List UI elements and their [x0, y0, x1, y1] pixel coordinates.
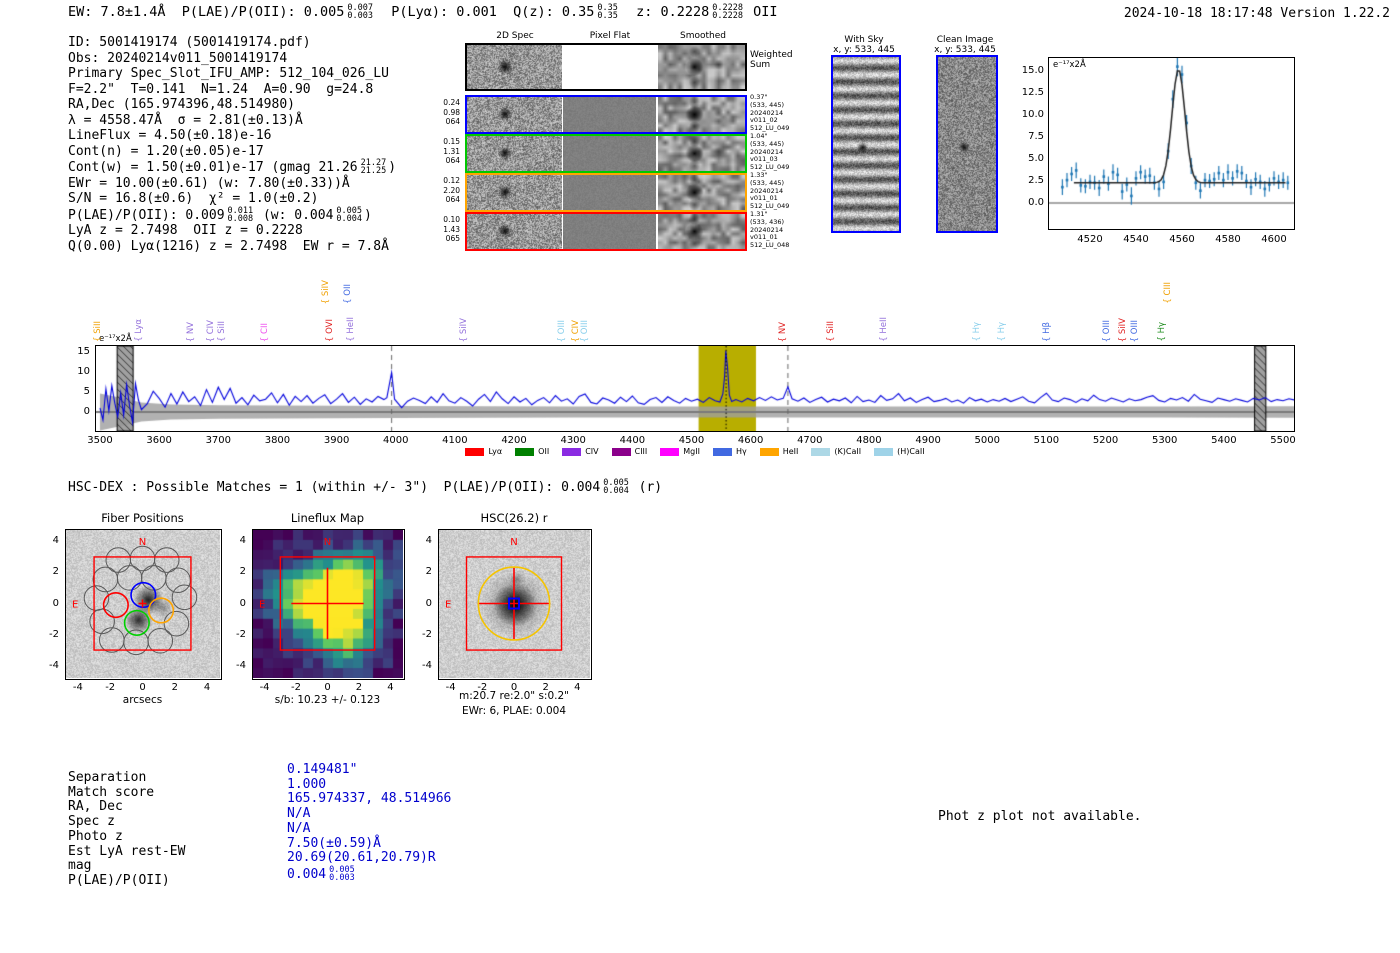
cutout-col-title-smoothed: Smoothed: [680, 31, 726, 41]
panel-xtick: 4: [203, 682, 211, 693]
info-line: [68, 144, 396, 160]
panel-ytick: -4: [422, 659, 432, 671]
legend-label: (K)CaII: [834, 447, 862, 456]
match-row-label: RA, Dec: [68, 799, 123, 815]
cutout-row: [465, 173, 747, 212]
spectrum-xtick: 3900: [323, 435, 350, 446]
emission-line-label: { OVI: [324, 319, 335, 342]
fit-plot-ytick: 12.5: [1021, 87, 1044, 98]
fit-plot-xtick: 4540: [1123, 234, 1149, 245]
legend-swatch: [562, 448, 581, 456]
spectrum-xtick: 3800: [264, 435, 291, 446]
sky-canvas: [833, 57, 899, 231]
panel-ytick: 2: [425, 566, 432, 578]
legend-item: [760, 447, 799, 456]
match-row-label: P(LAE)/P(OII): [68, 872, 170, 888]
spectrum-ytick: 5: [83, 386, 90, 397]
cutout-row: [465, 95, 747, 134]
spectrum-xtick: 4700: [797, 435, 823, 446]
text-segment: Cont(w) = 1.50(±0.01)e-17 (gmag 21.26: [68, 160, 358, 175]
spectrum-xtick: 3700: [205, 435, 232, 446]
panel-caption-ew: EWr: 6, PLAE: 0.004: [461, 705, 567, 717]
text-segment: EWr = 10.00(±0.61) (w: 7.80(±0.33))Å: [68, 175, 350, 191]
text-segment: P(Lyα): 0.001 Q(z): 0.35: [374, 4, 595, 20]
fit-plot-ytick: 15.0: [1021, 65, 1044, 76]
legend-swatch: [660, 448, 679, 456]
text-segment: 7.50(±0.59)Å: [287, 835, 381, 851]
panel-xtick: 4: [574, 682, 581, 693]
svg-text:N: N: [510, 537, 518, 548]
legend-swatch: [515, 448, 534, 456]
spectrum-xtick: 4600: [737, 435, 764, 446]
panel-xtick: -4: [72, 682, 83, 693]
panel-overlay-fiber: [65, 529, 220, 678]
text-segment: z: 0.2228: [619, 4, 710, 20]
cutout-smoothed-image: [658, 214, 745, 249]
summary-header: [68, 4, 778, 20]
fit-plot-xtick: 4580: [1215, 234, 1241, 245]
emission-line-label: { HeII: [345, 317, 356, 342]
spectrum-xtick: 3600: [146, 435, 172, 446]
value-range-stack: 0.011 0.008: [227, 205, 254, 224]
text-segment: Obs: 20240214v011_5001419174: [68, 50, 288, 66]
panel-caption-photometry: m:20.7 re:2.0" s:0.2": [459, 690, 569, 702]
sky-panel-title: With Sky: [844, 35, 884, 45]
panel-caption: s/b: 10.23 +/- 0.123: [274, 694, 381, 706]
info-line: [68, 176, 396, 192]
emission-line-label: { SiII: [217, 321, 228, 342]
cutout-pixelflat-image: [563, 97, 656, 132]
cutout-row-right-labels: 1.31" (533, 436) 20240214 v011_01 512_LU_048: [750, 210, 790, 250]
weighted-sum-row: [465, 43, 747, 91]
spectrum-xtick: 4000: [383, 435, 409, 446]
legend-item: [874, 447, 924, 456]
text-segment: EW: 7.8±1.4Å P(LAE)/P(OII): 0.005: [68, 4, 345, 20]
svg-text:E: E: [259, 599, 266, 611]
info-line: [68, 159, 396, 176]
match-row-value: [287, 778, 326, 793]
cutout-row-left-labels: 0.15 1.31 064: [443, 137, 460, 165]
legend-label: Lyα: [488, 447, 503, 456]
timestamp: 2024-10-18 18:17:48 Version 1.22.2: [1123, 6, 1390, 21]
emission-line-label: { Hβ: [1042, 322, 1053, 342]
legend-swatch: [874, 448, 893, 456]
text-segment: Primary Spec_Slot_IFU_AMP: 512_104_026_LU: [68, 66, 389, 81]
emission-line-label: { NV: [777, 321, 788, 342]
cutout-smoothed-image: [658, 175, 745, 210]
panel-xtick: 4: [387, 682, 394, 693]
text-segment: (r): [630, 480, 663, 495]
legend-label: (H)CaII: [897, 447, 925, 456]
info-line: [68, 223, 396, 239]
legend-label: HeII: [782, 447, 799, 456]
match-row-label: Est LyA rest-EW: [68, 843, 186, 859]
panel-ytick: 2: [52, 566, 59, 578]
info-line: [68, 97, 396, 113]
svg-text:E: E: [445, 599, 452, 611]
text-segment: 20.69(20.61,20.79)R: [287, 850, 436, 866]
text-segment: 0.149481": [287, 762, 358, 777]
cutout-smoothed-image: [658, 97, 745, 132]
panel-overlay-hsc: [438, 529, 590, 678]
cutout-2dspec-image: [467, 97, 562, 132]
cutout-row-left-labels: 0.24 0.98 064: [443, 98, 460, 126]
spectrum-unit-label: e⁻¹⁷x2Å: [99, 334, 132, 344]
emission-line-label: { SiIV: [458, 317, 469, 342]
legend-item: [465, 447, 502, 456]
with-sky-image: [831, 55, 901, 233]
legend-swatch: [465, 448, 484, 456]
panel-xtick: -4: [445, 682, 456, 693]
panel-ytick: 4: [425, 535, 432, 547]
panel-ytick: 2: [239, 566, 246, 578]
match-row-label: Separation: [68, 770, 147, 785]
emission-line-label: { SiIV: [1118, 317, 1129, 342]
spectrum-xtick: 5500: [1270, 435, 1296, 446]
panel-ytick: 4: [52, 535, 59, 547]
panel-xtick: 0: [324, 682, 331, 693]
text-segment: P(LAE)/P(OII): 0.009: [68, 207, 225, 223]
cutout-col-title-2dspec: 2D Spec: [496, 31, 534, 41]
cutout-pixelflat-image: [563, 214, 656, 249]
emission-line-label: { CII: [260, 322, 271, 342]
spectrum-xtick: 4400: [619, 435, 646, 446]
text-segment: N/A: [287, 806, 311, 822]
spectrum-xtick: 5200: [1092, 435, 1119, 446]
emission-line-label: { NV: [185, 321, 196, 342]
panel-ytick: 0: [52, 597, 59, 609]
cutout-smoothed-image: [658, 136, 745, 171]
cutout-row-left-labels: 0.10 1.43 065: [443, 215, 460, 243]
match-row-label: Photo z: [68, 828, 123, 844]
value-range-stack: 21.27 21.25: [360, 158, 387, 176]
spectrum-xtick: 5100: [1033, 435, 1060, 446]
panel-title-fiber: Fiber Positions: [101, 511, 184, 525]
legend-label: CIV: [585, 447, 599, 456]
emission-line-label: { Hγ: [971, 322, 982, 342]
panel-ytick: -2: [49, 628, 59, 640]
info-line: [68, 207, 396, 224]
photz-notice: Phot z plot not available.: [938, 809, 1142, 824]
panel-xtick: 0: [510, 682, 518, 693]
spectrum-ytick: 0: [83, 406, 90, 417]
fit-plot-xtick: 4520: [1077, 234, 1103, 245]
cutout-row: [465, 134, 747, 173]
cutout-2dspec-image: [467, 175, 562, 210]
text-segment: ): [364, 207, 372, 223]
match-row-value: [287, 807, 310, 822]
legend-swatch: [760, 448, 779, 456]
panel-ytick: 0: [239, 597, 246, 609]
text-segment: (w: 0.004: [255, 207, 334, 223]
value-range-stack: 0.35 0.35: [597, 3, 618, 21]
legend-label: MgII: [683, 447, 700, 456]
emission-line-label: { Hγ: [996, 322, 1007, 342]
info-line: [68, 239, 396, 255]
emission-line-legend: [95, 447, 1295, 456]
text-segment: RA,Dec (165.974396,48.514980): [68, 97, 295, 112]
panel-xtick: 2: [542, 682, 549, 693]
panel-ytick: -4: [236, 659, 246, 671]
emission-line-label: { OIII: [580, 319, 591, 342]
legend-swatch: [612, 448, 631, 456]
spectrum-canvas: [96, 346, 1294, 431]
spectrum-xtick: 4100: [442, 435, 468, 446]
panel-ytick: -2: [422, 628, 432, 640]
fit-plot-ytick: 5.0: [1028, 153, 1044, 164]
emission-line-label: { Hγ: [1156, 322, 1167, 342]
text-segment: N/A: [287, 820, 311, 836]
legend-item: [713, 447, 747, 456]
weighted-2dspec-image: [467, 45, 562, 89]
detection-info-block: [68, 35, 396, 254]
emission-line-label: { SiIV: [321, 279, 332, 304]
cutout-row-right-labels: 0.37" (533, 445) 20240214 v011_02 512_LU_049: [750, 93, 790, 133]
panel-title-lineflux: Lineflux Map: [290, 511, 365, 525]
emission-line-label: { OIII: [1101, 319, 1112, 342]
fit-plot-xtick: 4560: [1169, 234, 1195, 245]
spectrum-xtick: 3500: [87, 435, 113, 446]
spectrum-xtick: 4300: [560, 435, 586, 446]
cutout-row: [465, 212, 747, 251]
panel-xtick: 2: [355, 682, 363, 693]
match-row-value: [287, 763, 357, 778]
emission-line-label: { SiII: [826, 321, 837, 342]
legend-item: [811, 447, 861, 456]
match-row-value: [287, 851, 436, 866]
text-segment: 1.000: [287, 776, 327, 792]
spectrum-xtick: 4800: [856, 435, 882, 446]
text-segment: 0.004: [287, 866, 327, 882]
panel-xtick: 0: [139, 682, 146, 693]
emission-line-label: { CIV: [570, 319, 581, 342]
legend-swatch: [713, 448, 732, 456]
legend-label: CIII: [634, 447, 648, 456]
weighted-sum-label: Weighted Sum: [750, 50, 793, 70]
panel-xtick: -2: [105, 682, 116, 693]
cutout-pixelflat-image: [563, 175, 656, 210]
svg-text:E: E: [72, 599, 79, 611]
emission-line-label: { CIII: [1162, 282, 1173, 304]
hsc-dex-summary: [68, 479, 662, 495]
panel-xtick: 2: [171, 682, 178, 693]
cutout-2dspec-image: [467, 214, 562, 249]
text-segment: HSC-DEX : Possible Matches = 1 (within +/- 3") P(LAE)/P(OII): 0.004: [68, 480, 601, 495]
panel-ytick: 4: [239, 535, 246, 547]
text-segment: 165.974337, 48.514966: [287, 791, 452, 807]
panel-overlay-lineflux: [252, 529, 403, 678]
info-line: [68, 51, 396, 67]
fit-plot-canvas: [1049, 58, 1294, 229]
value-range-stack: 0.005 0.003: [329, 864, 355, 883]
fit-plot-ytick: 7.5: [1028, 131, 1044, 142]
panel-title-hsc: HSC(26.2) r: [480, 511, 548, 525]
legend-swatch: [811, 448, 830, 456]
info-line: [68, 113, 396, 129]
cutout-pixelflat-image: [563, 136, 656, 171]
info-line: [68, 191, 396, 207]
clean-image: [936, 55, 998, 233]
text-segment: ID: 5001419174 (5001419174.pdf): [68, 35, 311, 50]
sky-panel-coords: x, y: 533, 445: [934, 45, 996, 55]
legend-item: [612, 447, 648, 456]
spectrum-xtick: 4900: [915, 435, 941, 446]
info-line: [68, 66, 396, 82]
sky-panel-coords: x, y: 533, 445: [833, 45, 895, 55]
text-segment: F=2.2" T=0.141 N=1.24 A=0.90 g=24.8: [68, 81, 374, 97]
emission-line-label: { OII: [343, 284, 354, 304]
match-row-value: [287, 837, 381, 852]
match-row-label: Spec z: [68, 814, 115, 830]
text-segment: S/N = 16.8(±0.6) χ² = 1.0(±0.2): [68, 191, 319, 206]
match-row-label: Match score: [68, 784, 155, 800]
svg-text:N: N: [323, 537, 332, 548]
weighted-smoothed-image: [658, 45, 745, 89]
cutout-col-title-pixelflat: Pixel Flat: [589, 31, 631, 41]
value-range-stack: 0.007 0.003: [347, 3, 373, 21]
legend-item: [515, 447, 549, 456]
spectrum-xtick: 4200: [501, 435, 527, 446]
cutout-row-left-labels: 0.12 2.20 064: [443, 176, 460, 204]
sky-canvas: [938, 57, 996, 231]
text-segment: OII: [745, 4, 778, 20]
match-row-label: mag: [68, 858, 92, 874]
panel-xtick: -2: [291, 682, 302, 693]
text-segment: ): [388, 160, 397, 175]
spectrum-xtick: 5300: [1151, 435, 1178, 446]
value-range-stack: 0.005 0.004: [336, 205, 363, 224]
fit-plot-ytick: 0.0: [1028, 197, 1044, 208]
panel-xtick: -2: [477, 682, 488, 693]
value-range-stack: 0.005 0.004: [603, 478, 629, 496]
value-range-stack: 0.2228 0.2228: [712, 3, 743, 21]
text-segment: λ = 4558.47Å σ = 2.81(±0.13)Å: [68, 112, 303, 128]
emission-line-label: { OIII: [557, 319, 568, 342]
emission-line-label: { Lyα: [134, 319, 145, 342]
text-segment: Cont(n) = 1.20(±0.05)e-17: [68, 143, 264, 159]
legend-item: [562, 447, 598, 456]
emission-line-label: { OIII: [1129, 319, 1140, 342]
text-segment: LineFlux = 4.50(±0.18)e-16: [68, 128, 272, 143]
legend-label: OII: [538, 447, 550, 456]
cutout-row-right-labels: 1.33" (533, 445) 20240214 v011_01 512_LU_049: [750, 171, 790, 211]
info-line: [68, 35, 396, 51]
legend-label: Hγ: [735, 447, 747, 456]
sky-panel-title: Clean Image: [936, 35, 994, 45]
fit-plot-ytick: 10.0: [1021, 109, 1044, 120]
spectrum-xtick: 5000: [974, 435, 1000, 446]
info-line: [68, 128, 396, 144]
match-row-value: [287, 822, 310, 837]
spectrum-xtick: 4500: [678, 435, 705, 446]
spectrum-ytick: 15: [77, 346, 90, 357]
cutout-2dspec-image: [467, 136, 562, 171]
match-row-value: [287, 866, 357, 883]
info-line: [68, 82, 396, 98]
emission-line-label: { HeII: [878, 317, 889, 342]
spectrum-xtick: 5400: [1211, 435, 1237, 446]
legend-item: [660, 447, 700, 456]
emission-line-label: { SiII: [93, 321, 104, 342]
panel-ytick: -2: [236, 628, 246, 640]
match-row-value: [287, 792, 451, 807]
spectrum-ytick: 10: [77, 366, 90, 377]
text-segment: Q(0.00) Lyα(1216) z = 2.7498 EW r = 7.8Å: [68, 238, 389, 254]
emission-line-label: { CIV: [206, 319, 217, 342]
panel-ytick: -4: [49, 659, 59, 671]
svg-text:N: N: [138, 537, 147, 548]
text-segment: LyA z = 2.7498 OII z = 0.2228: [68, 223, 303, 238]
fit-plot-xtick: 4600: [1261, 234, 1287, 245]
cutout-row-right-labels: 1.04" (533, 445) 20240214 v011_03 512_LU_049: [750, 132, 790, 172]
panel-ytick: 0: [425, 597, 432, 609]
panel-xlabel: arcsecs: [122, 694, 163, 706]
panel-xtick: -4: [259, 682, 270, 693]
fit-plot-ytick: 2.5: [1028, 175, 1044, 186]
